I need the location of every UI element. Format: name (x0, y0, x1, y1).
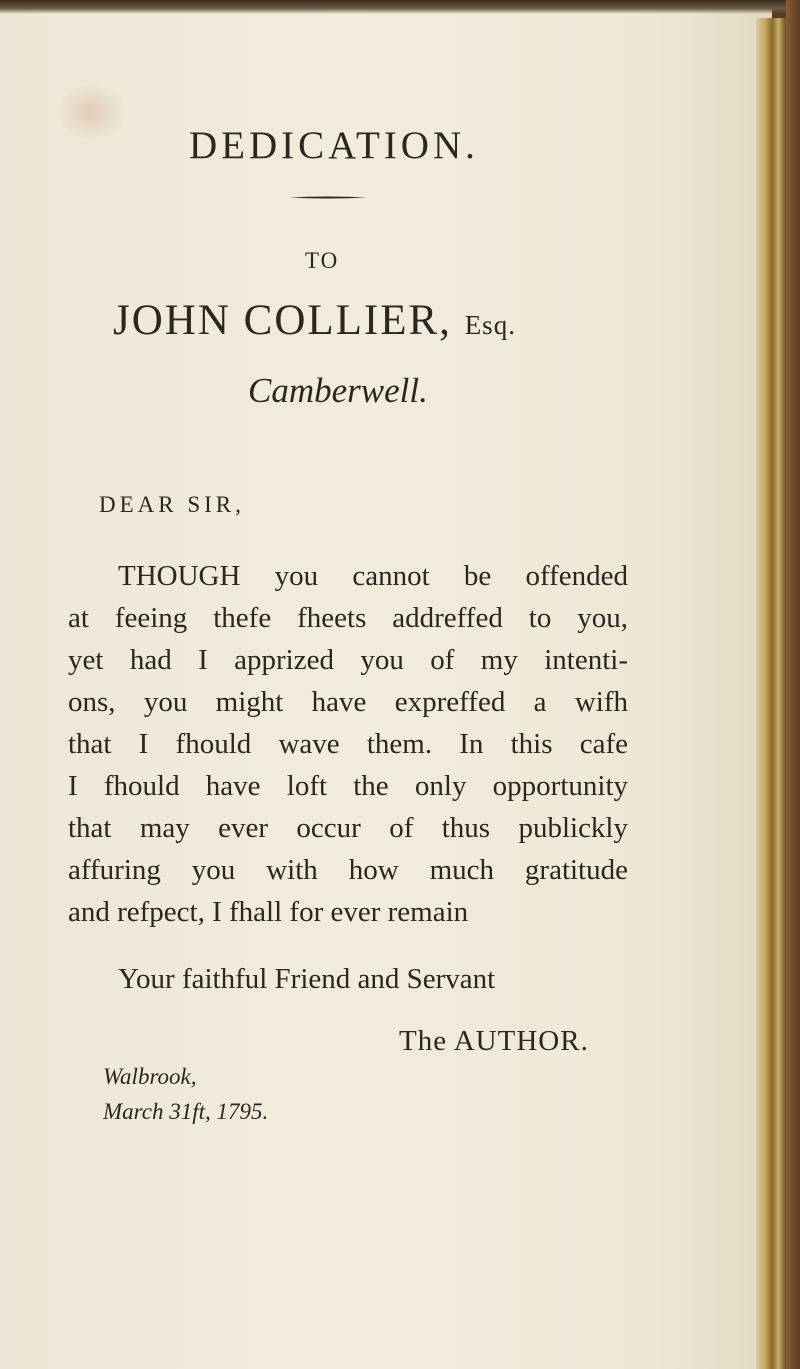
recipient-name-line (113, 296, 516, 345)
ornamental-rule (289, 196, 367, 199)
body-line: yet had I apprized you of my intenti- (68, 644, 628, 676)
book-binding (786, 0, 800, 1369)
page-heading: DEDICATION. (189, 124, 479, 167)
recipient-name: JOHN COLLIER, (113, 297, 452, 344)
body-line: I fhould have loft the only opportunity (68, 770, 628, 802)
body-line: affuring you with how much gratitude (68, 854, 628, 886)
signature: The AUTHOR. (399, 1025, 589, 1057)
salutation: DEAR SIR, (99, 492, 245, 517)
address-place: Walbrook, (103, 1064, 197, 1089)
to-line: TO (305, 248, 340, 273)
body-line: that I fhould wave them. In this cafe (68, 728, 628, 760)
body-line: at feeing thefe fheets addreffed to you, (68, 602, 628, 634)
paper-stain (56, 82, 126, 142)
body-line: and refpect, I fhall for ever remain (68, 896, 469, 928)
gilt-page-edge (756, 18, 786, 1369)
body-line: that may ever occur of thus publickly (68, 812, 628, 844)
address-date: March 31ft, 1795. (103, 1099, 269, 1124)
closing-line: Your faithful Friend and Servant (118, 963, 496, 995)
top-edge-shadow (0, 0, 800, 14)
recipient-suffix: Esq. (464, 310, 516, 340)
recipient-place: Camberwell. (248, 371, 428, 410)
dedication-body (68, 555, 628, 933)
body-line: THOUGH you cannot be offended (118, 560, 628, 592)
body-line: ons, you might have expreffed a wifh (68, 686, 628, 718)
